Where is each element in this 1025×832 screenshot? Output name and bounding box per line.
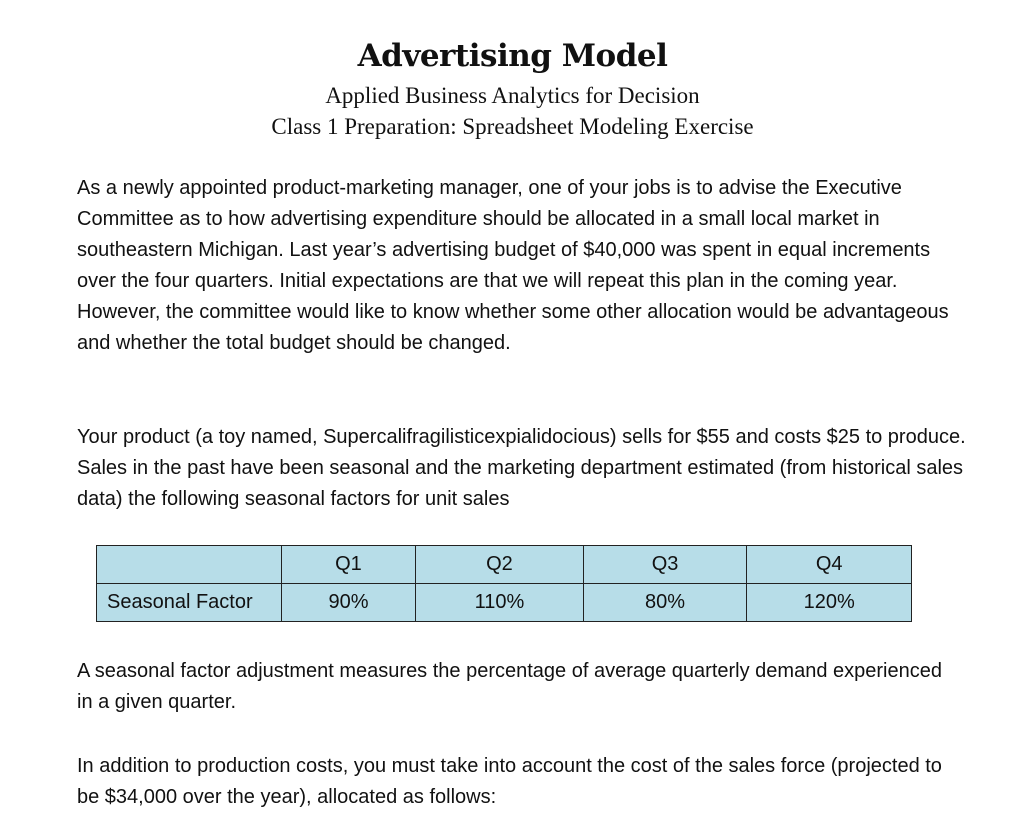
value-q1: 90% [281, 584, 415, 622]
seasonal-factor-table [96, 545, 912, 622]
seasonal-note-paragraph: A seasonal factor adjustment measures the percentage of average quarterly demand experienced in a given quarter. [77, 660, 942, 713]
table-header-row [97, 546, 912, 584]
header-q4: Q4 [747, 546, 912, 584]
value-q4: 120% [747, 584, 912, 622]
document-subtitle-class: Class 1 Preparation: Spreadsheet Modeling Exercise [271, 114, 754, 139]
table-corner-cell [97, 546, 282, 584]
document-subtitle-course: Applied Business Analytics for Decision [325, 83, 700, 108]
header-q2: Q2 [416, 546, 584, 584]
header-q1: Q1 [281, 546, 415, 584]
product-paragraph: Your product (a toy named, Supercalifragilisticexpialidocious) sells for $55 and costs $25 to produce. Sales in the past have been seasonal and the marketing department estimated (from historical sales data) the following seasonal factors for unit sales [77, 426, 966, 510]
value-q2: 110% [416, 584, 584, 622]
sales-force-paragraph: In addition to production costs, you must take into account the cost of the sales force (projected to be $34,000 over the year), allocated as follows: [77, 755, 942, 808]
intro-paragraph: As a newly appointed product-marketing manager, one of your jobs is to advise the Executive Committee as to how advertising expenditure should be allocated in a small local market in southeastern Michigan. Last year’s advertising budget of $40,000 was spent in equal increments over the four quarters. Initial expectations are that we will repeat this plan in the coming year. However, the committee would like to know whether some other allocation would be advantageous and whether the total budget should be changed. [77, 177, 949, 354]
row-label-seasonal-factor: Seasonal Factor [97, 584, 282, 622]
document-title: Advertising Model [357, 38, 668, 74]
table-row [97, 584, 912, 622]
header-q3: Q3 [583, 546, 747, 584]
value-q3: 80% [583, 584, 747, 622]
